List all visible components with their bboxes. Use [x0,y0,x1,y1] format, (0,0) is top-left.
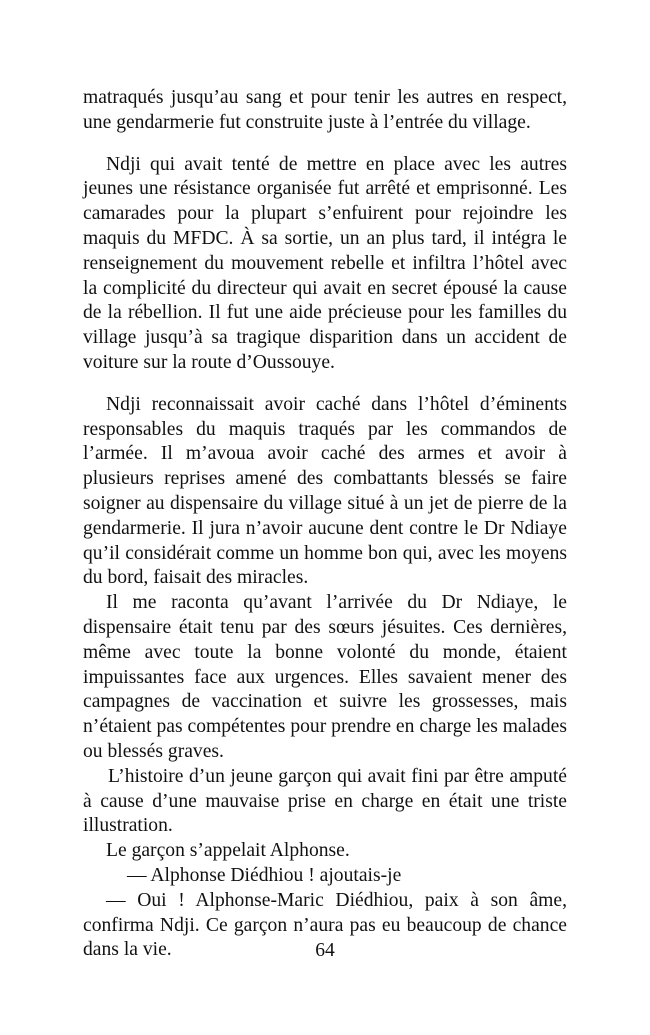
paragraph-2: Ndji qui avait tenté de mettre en place avec les autres jeunes une résistance organisée fut arrêté et emprisonné. Les camarades pour la plupart s’enfuirent pour rejoindre les maquis du MFDC. À sa sortie, un an plus tard, il intégra le renseignement du mouvement rebelle et infiltra l’hôtel avec la complicité du directeur qui avait en secret épousé la cause de la rébellion. Il fut une aide précieuse pour les familles du village jusqu’à sa tragique disparition dans un accident de voiture sur la route d’Oussouye. [83,153,567,373]
paragraph-4: Il me raconta qu’avant l’arrivée du Dr Ndiaye, le dispensaire était tenu par des sœurs jésuites. Ces dernières, même avec toute la bonne volonté du monde, étaient impuissantes face aux urgences. Elles savaient mener des campagnes de vaccination et suivre les grossesses, mais n’étaient pas compétentes pour prendre en charge les malades ou blessés graves. [83,592,567,762]
dialogue-line-1: — Alphonse Diédhiou ! ajoutais-je [127,864,402,886]
paragraph-1: matraqués jusqu’au sang et pour tenir les autres en respect, une gendarmerie fut construite juste à l’entrée du village. [83,87,567,133]
dialogue-line-2: — Oui ! Alphonse-Maric Diédhiou, paix à son âme, confirma Ndji. Ce garçon n’aura pas eu beaucoup de chance dans la vie. [83,889,567,961]
page-number: 64 [315,940,335,961]
paragraph-5: L’histoire d’un jeune garçon qui avait fini par être amputé à cause d’une mauvaise prise en charge en était une triste illustration. [83,765,567,837]
paragraph-6: Le garçon s’appelait Alphonse. [106,840,350,862]
page-text-block [83,86,567,963]
paragraph-3: Ndji reconnaissait avoir caché dans l’hôtel d’éminents responsables du maquis traqués par les commandos de l’armée. Il m’avoua avoir caché des armes et avoir à plusieurs reprises amené des combattants blessés se faire soigner au dispensaire du village situé à un jet de pierre de la gendarmerie. Il jura n’avoir aucune dent contre le Dr Ndiaye qu’il considérait comme un homme bon qui, avec les moyens du bord, faisait des miracles. [83,393,567,589]
